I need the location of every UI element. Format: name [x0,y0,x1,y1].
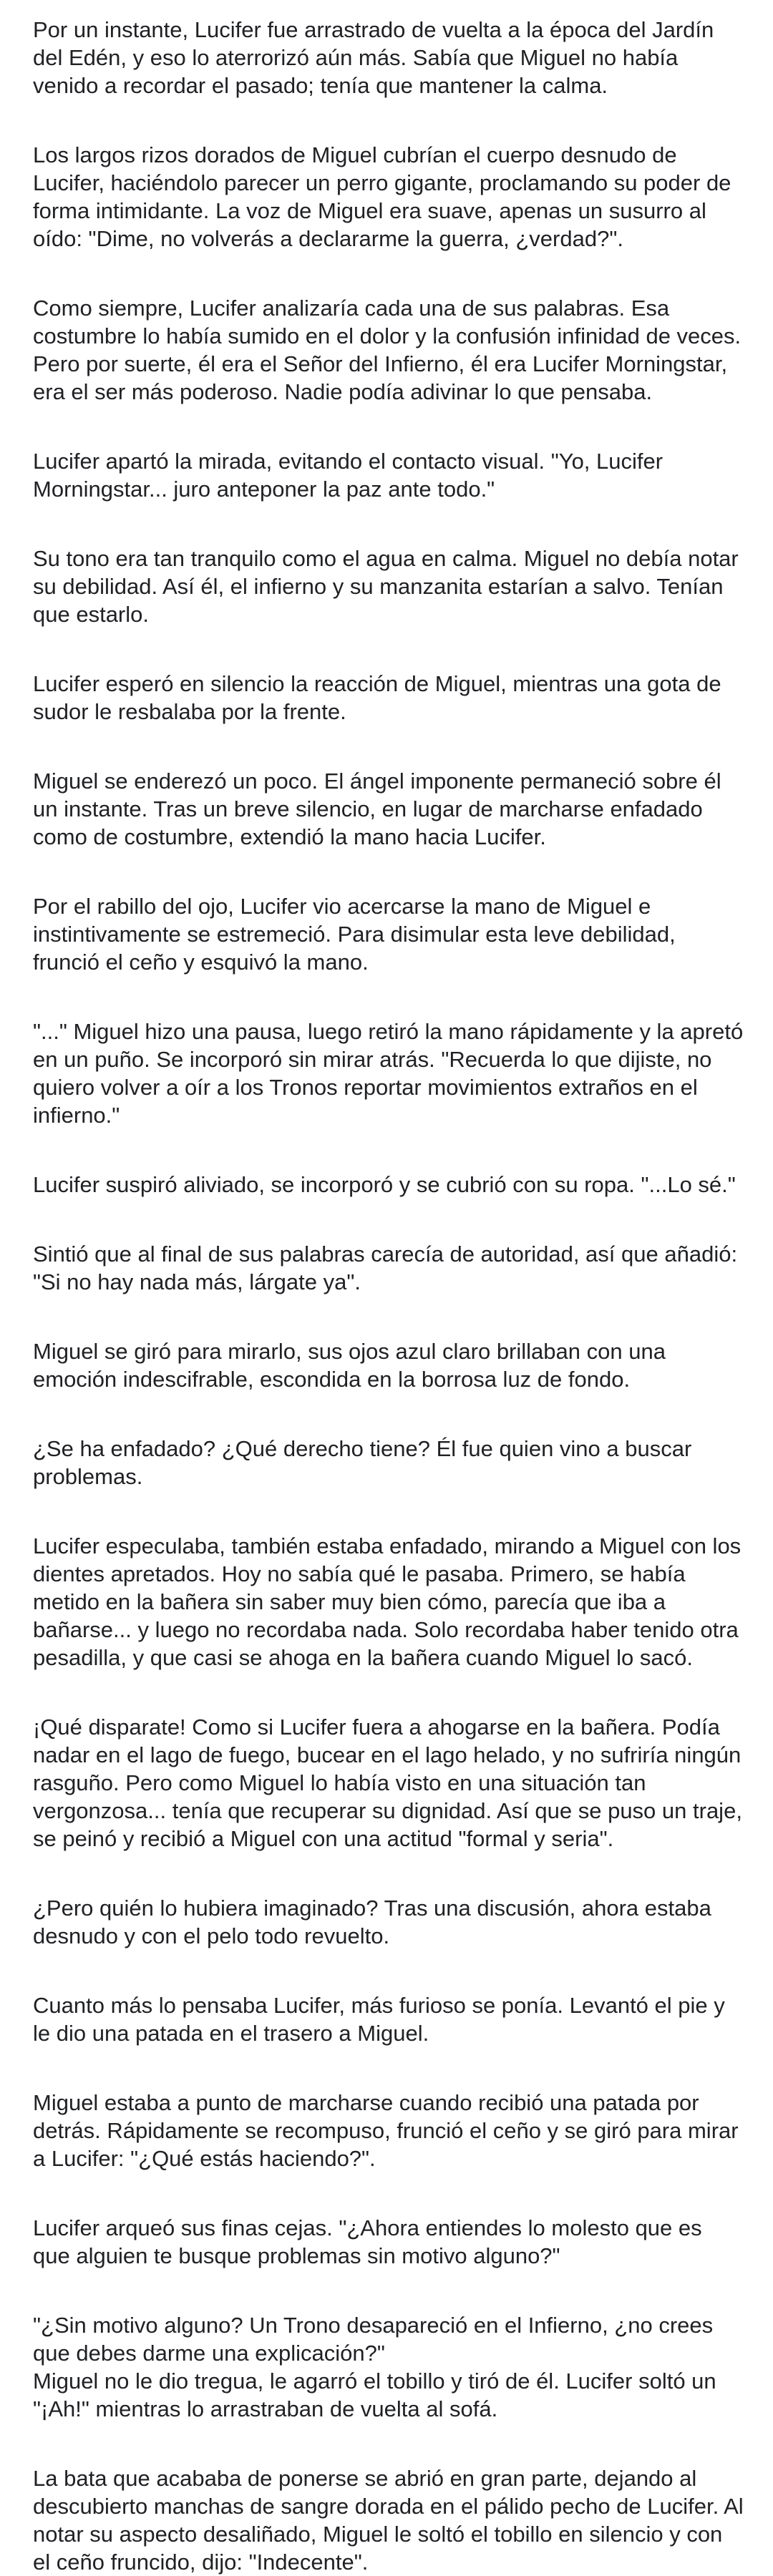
paragraph-1: Por un instante, Lucifer fue arrastrado de vuelta a la época del Jardín del Edén, y eso lo aterrorizó aún más. Sabía que Miguel no había venido a recordar el pasado; tenía que mantener la calma. [33,17,714,98]
paragraph-12: Miguel se giró para mirarlo, sus ojos azul claro brillaban con una emoción indescifrable, escondida en la borrosa luz de fondo. [33,1339,666,1392]
paragraph-8: Por el rabillo del ojo, Lucifer vio acercarse la mano de Miguel e instintivamente se estremeció. Para disimular esta leve debilidad, frunció el ceño y esquivó la mano. [33,894,676,975]
paragraph-18: Miguel estaba a punto de marcharse cuando recibió una patada por detrás. Rápidamente se recompuso, frunció el ceño y se giró para mirar a Lucifer: "¿Qué estás haciendo?". [33,2090,739,2171]
paragraph-16: ¿Pero quién lo hubiera imaginado? Tras una discusión, ahora estaba desnudo y con el pelo todo revuelto. [33,1896,711,1948]
paragraph-9: "..." Miguel hizo una pausa, luego retiró la mano rápidamente y la apretó en un puño. Se incorporó sin mirar atrás. "Recuerda lo que dijiste, no quiero volver a oír a los Tronos reportar movimientos extraños en el infierno." [33,1019,744,1128]
paragraph-20: "¿Sin motivo alguno? Un Trono desapareció en el Infierno, ¿no crees que debes darme una explicación?" Miguel no le dio tregua, le agarró el tobillo y tiró de él. Lucifer soltó un "¡Ah!" mientras lo arrastraban de vuelta al sofá. [33,2313,716,2421]
paragraph-2: Los largos rizos dorados de Miguel cubrían el cuerpo desnudo de Lucifer, haciéndolo parecer un perro gigante, proclamando su poder de forma intimidante. La voz de Miguel era suave, apenas un susurro al oído: "Dime, no volverás a declararme la guerra, ¿verdad?". [33,142,731,251]
paragraph-11: Sintió que al final de sus palabras carecía de autoridad, así que añadió: "Si no hay nada más, lárgate ya". [33,1241,738,1294]
paragraph-3: Como siempre, Lucifer analizaría cada una de sus palabras. Esa costumbre lo había sumido en el dolor y la confusión infinidad de veces. Pero por suerte, él era el Señor del Infierno, él era Lucifer Morningstar, era el ser más poderoso. Nadie podía adivinar lo que pensaba. [33,296,742,404]
paragraph-19: Lucifer arqueó sus finas cejas. "¿Ahora entiendes lo molesto que es que alguien te busque problemas sin motivo alguno?" [33,2215,702,2268]
paragraph-21: La bata que acababa de ponerse se abrió en gran parte, dejando al descubierto manchas de sangre dorada en el pálido pecho de Lucifer. Al notar su aspecto desaliñado, Miguel le soltó el tobillo en silencio y con el ceño fruncido, dijo: "Indecente". [33,2466,744,2575]
paragraph-15: ¡Qué disparate! Como si Lucifer fuera a ahogarse en la bañera. Podía nadar en el lago de fuego, bucear en el lago helado, y no sufriría ningún rasguño. Pero como Miguel lo había visto en una situación tan vergonzosa... tenía que recuperar su dignidad. Así que se puso un traje, se peinó y recibió a Miguel con una actitud "formal y seria". [33,1714,742,1851]
paragraph-7: Miguel se enderezó un poco. El ángel imponente permaneció sobre él un instante. Tras un breve silencio, en lugar de marcharse enfadado como de costumbre, extendió la mano hacia Lucifer. [33,769,721,849]
paragraph-6: Lucifer esperó en silencio la reacción de Miguel, mientras una gota de sudor le resbalaba por la frente. [33,671,721,724]
paragraph-5: Su tono era tan tranquilo como el agua en calma. Miguel no debía notar su debilidad. Así él, el infierno y su manzanita estarían a salvo. Tenían que estarlo. [33,546,739,627]
paragraph-14: Lucifer especulaba, también estaba enfadado, mirando a Miguel con los dientes apretados. Hoy no sabía qué le pasaba. Primero, se había metido en la bañera sin saber muy bien cómo, parecía que iba a bañarse... y luego no recordaba nada. Solo recordaba haber tenido otra pesadilla, y que casi se ahoga en la bañera cuando Miguel lo sacó. [33,1533,742,1670]
paragraph-13: ¿Se ha enfadado? ¿Qué derecho tiene? Él fue quien vino a buscar problemas. [33,1436,692,1489]
paragraph-17: Cuanto más lo pensaba Lucifer, más furioso se ponía. Levantó el pie y le dio una patada en el trasero a Miguel. [33,1993,725,2046]
paragraph-4: Lucifer apartó la mirada, evitando el contacto visual. "Yo, Lucifer Morningstar... juro anteponer la paz ante todo." [33,449,663,502]
paragraph-10: Lucifer suspiró aliviado, se incorporó y se cubrió con su ropa. "...Lo sé." [33,1172,736,1197]
